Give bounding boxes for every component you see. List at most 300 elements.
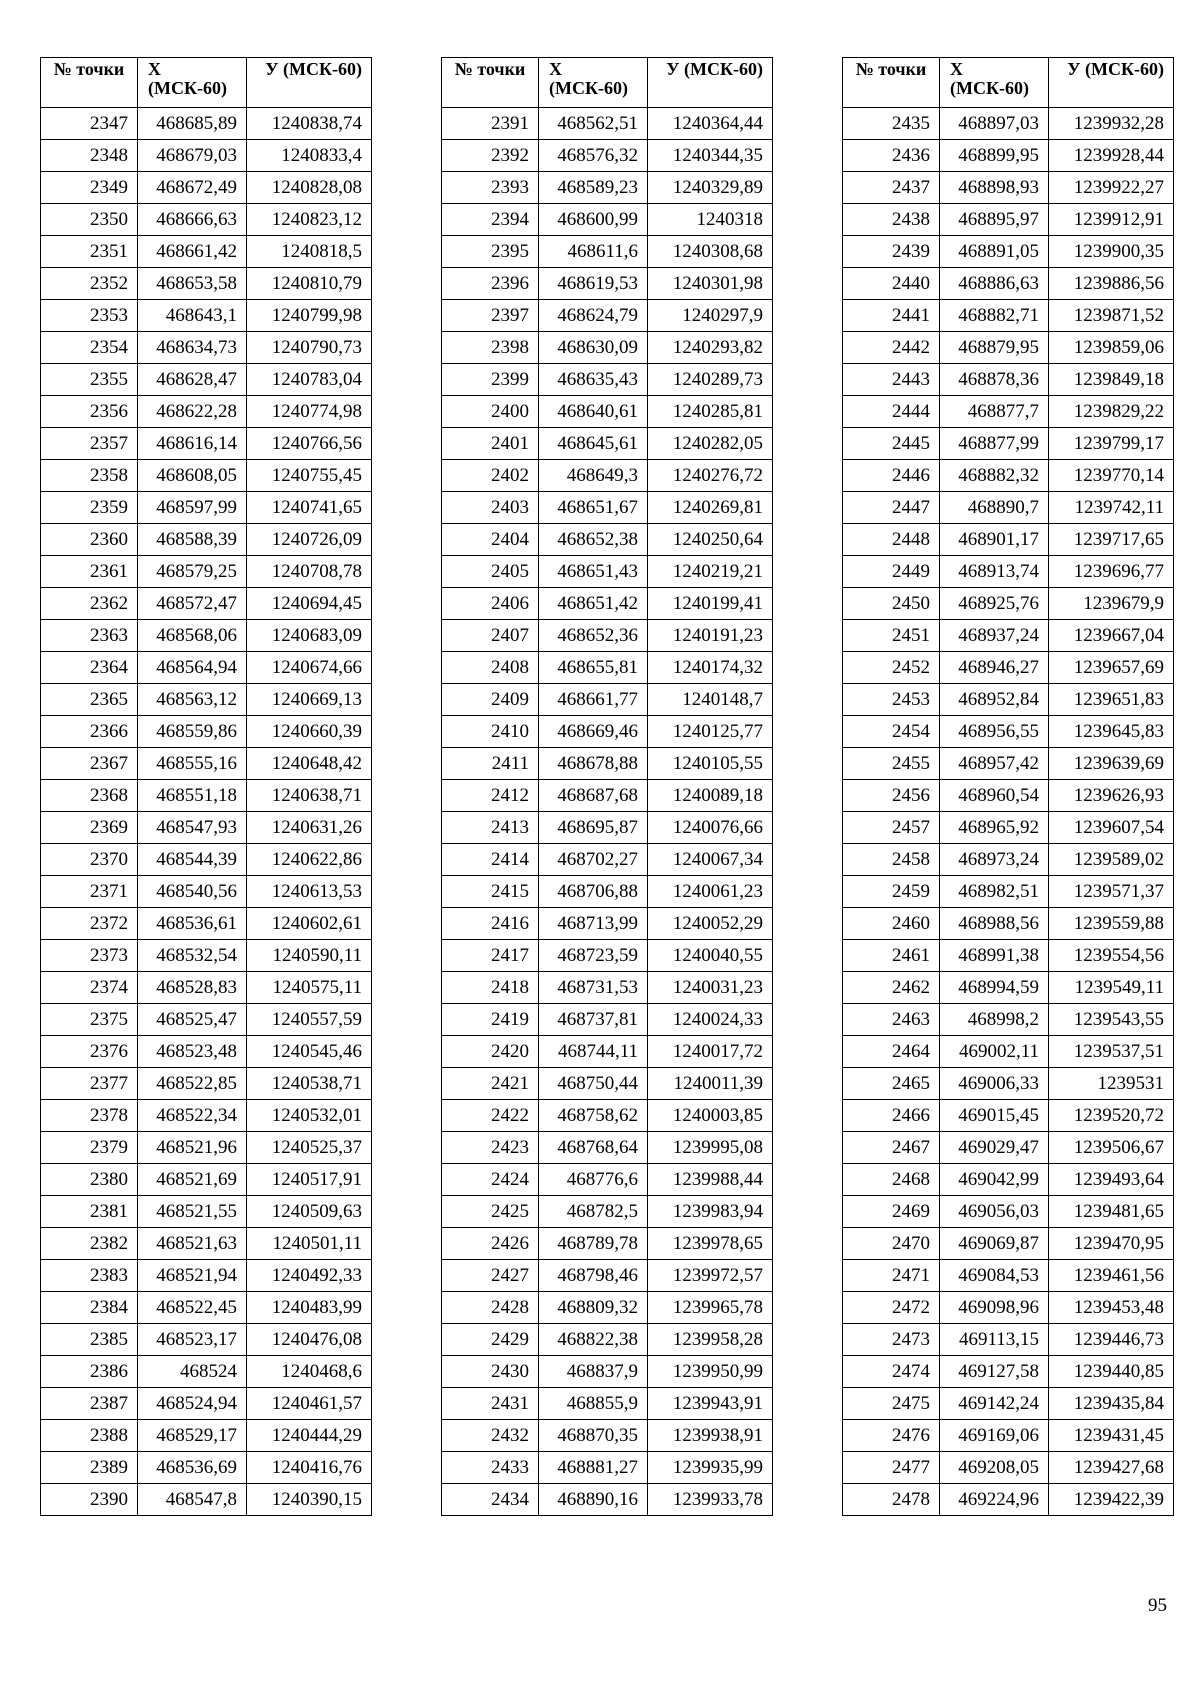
point-number-cell: 2465	[843, 1068, 940, 1100]
point-number-cell: 2441	[843, 300, 940, 332]
x-coordinate-cell: 468890,16	[539, 1484, 648, 1516]
point-number-cell: 2370	[41, 844, 138, 876]
point-number-cell: 2347	[41, 108, 138, 140]
table-row	[442, 1164, 773, 1196]
y-coordinate-cell: 1240694,45	[247, 588, 372, 620]
point-number-cell: 2400	[442, 396, 539, 428]
x-coordinate-cell: 468672,49	[138, 172, 247, 204]
x-coordinate-cell: 468588,39	[138, 524, 247, 556]
table-row	[442, 652, 773, 684]
y-coordinate-cell: 1239871,52	[1049, 300, 1174, 332]
x-coordinate-cell: 468895,97	[940, 204, 1049, 236]
y-coordinate-cell: 1240148,7	[648, 684, 773, 716]
y-coordinate-cell: 1239933,78	[648, 1484, 773, 1516]
y-coordinate-cell: 1239935,99	[648, 1452, 773, 1484]
x-coordinate-cell: 468890,7	[940, 492, 1049, 524]
y-coordinate-cell: 1240011,39	[648, 1068, 773, 1100]
point-number-cell: 2474	[843, 1356, 940, 1388]
point-number-cell: 2437	[843, 172, 940, 204]
point-number-cell: 2445	[843, 428, 940, 460]
y-coordinate-cell: 1239559,88	[1049, 908, 1174, 940]
x-coordinate-cell: 469056,03	[940, 1196, 1049, 1228]
y-coordinate-cell: 1240613,53	[247, 876, 372, 908]
header-row	[41, 58, 372, 108]
point-number-cell: 2353	[41, 300, 138, 332]
table-row	[843, 1164, 1174, 1196]
y-coordinate-cell: 1239531	[1049, 1068, 1174, 1100]
header-y-coordinate: У (МСК-60)	[648, 58, 773, 108]
x-coordinate-cell: 468878,36	[940, 364, 1049, 396]
point-number-cell: 2438	[843, 204, 940, 236]
table-row	[41, 876, 372, 908]
table-row	[442, 1036, 773, 1068]
y-coordinate-cell: 1240741,65	[247, 492, 372, 524]
x-coordinate-cell: 468635,43	[539, 364, 648, 396]
x-coordinate-cell: 468651,42	[539, 588, 648, 620]
point-number-cell: 2363	[41, 620, 138, 652]
table-row	[442, 556, 773, 588]
table-row	[843, 940, 1174, 972]
point-number-cell: 2396	[442, 268, 539, 300]
y-coordinate-cell: 1240492,33	[247, 1260, 372, 1292]
table-row	[843, 620, 1174, 652]
point-number-cell: 2380	[41, 1164, 138, 1196]
table-row	[41, 364, 372, 396]
point-number-cell: 2433	[442, 1452, 539, 1484]
x-coordinate-cell: 468547,8	[138, 1484, 247, 1516]
point-number-cell: 2360	[41, 524, 138, 556]
header-point-number: № точки	[442, 58, 539, 108]
table-row	[843, 716, 1174, 748]
x-coordinate-cell: 468679,03	[138, 140, 247, 172]
y-coordinate-cell: 1240783,04	[247, 364, 372, 396]
y-coordinate-cell: 1239849,18	[1049, 364, 1174, 396]
point-number-cell: 2373	[41, 940, 138, 972]
point-number-cell: 2455	[843, 748, 940, 780]
point-number-cell: 2430	[442, 1356, 539, 1388]
y-coordinate-cell: 1239829,22	[1049, 396, 1174, 428]
table-row	[442, 172, 773, 204]
point-number-cell: 2476	[843, 1420, 940, 1452]
point-number-cell: 2442	[843, 332, 940, 364]
table-row	[843, 1324, 1174, 1356]
table-row	[843, 1484, 1174, 1516]
table-row	[41, 1484, 372, 1516]
y-coordinate-cell: 1240575,11	[247, 972, 372, 1004]
y-coordinate-cell: 1239943,91	[648, 1388, 773, 1420]
point-number-cell: 2418	[442, 972, 539, 1004]
y-coordinate-cell: 1240501,11	[247, 1228, 372, 1260]
y-coordinate-cell: 1240483,99	[247, 1292, 372, 1324]
y-coordinate-cell: 1239717,65	[1049, 524, 1174, 556]
y-coordinate-cell: 1239554,56	[1049, 940, 1174, 972]
point-number-cell: 2414	[442, 844, 539, 876]
table-row	[41, 1228, 372, 1260]
x-coordinate-cell: 468877,99	[940, 428, 1049, 460]
table-row	[442, 524, 773, 556]
x-coordinate-cell: 468937,24	[940, 620, 1049, 652]
point-number-cell: 2375	[41, 1004, 138, 1036]
x-coordinate-cell: 468589,23	[539, 172, 648, 204]
x-coordinate-cell: 468521,69	[138, 1164, 247, 1196]
y-coordinate-cell: 1240285,81	[648, 396, 773, 428]
x-coordinate-cell: 468702,27	[539, 844, 648, 876]
point-number-cell: 2463	[843, 1004, 940, 1036]
point-number-cell: 2389	[41, 1452, 138, 1484]
table-row	[843, 492, 1174, 524]
header-x-coordinate: Х (МСК-60)	[138, 58, 247, 108]
y-coordinate-cell: 1240390,15	[247, 1484, 372, 1516]
x-coordinate-cell: 468653,58	[138, 268, 247, 300]
table-row	[442, 300, 773, 332]
table-row	[41, 588, 372, 620]
y-coordinate-cell: 1240545,46	[247, 1036, 372, 1068]
point-number-cell: 2352	[41, 268, 138, 300]
table-row	[41, 1132, 372, 1164]
x-coordinate-cell: 468744,11	[539, 1036, 648, 1068]
table-row	[843, 332, 1174, 364]
table-body	[41, 108, 372, 1516]
point-number-cell: 2478	[843, 1484, 940, 1516]
x-coordinate-cell: 468619,53	[539, 268, 648, 300]
y-coordinate-cell: 1240790,73	[247, 332, 372, 364]
x-coordinate-cell: 468952,84	[940, 684, 1049, 716]
table-row	[843, 236, 1174, 268]
point-number-cell: 2422	[442, 1100, 539, 1132]
table-row	[442, 1068, 773, 1100]
x-coordinate-cell: 469084,53	[940, 1260, 1049, 1292]
table-row	[442, 940, 773, 972]
point-number-cell: 2419	[442, 1004, 539, 1036]
x-coordinate-cell: 468597,99	[138, 492, 247, 524]
table-row	[41, 396, 372, 428]
table-row	[442, 620, 773, 652]
y-coordinate-cell: 1240024,33	[648, 1004, 773, 1036]
point-number-cell: 2413	[442, 812, 539, 844]
y-coordinate-cell: 1240766,56	[247, 428, 372, 460]
point-number-cell: 2444	[843, 396, 940, 428]
y-coordinate-cell: 1240289,73	[648, 364, 773, 396]
table-row	[41, 204, 372, 236]
y-coordinate-cell: 1240833,4	[247, 140, 372, 172]
table-row	[442, 908, 773, 940]
y-coordinate-cell: 1240532,01	[247, 1100, 372, 1132]
table-row	[41, 300, 372, 332]
x-coordinate-cell: 468822,38	[539, 1324, 648, 1356]
x-coordinate-cell: 468898,93	[940, 172, 1049, 204]
x-coordinate-cell: 469029,47	[940, 1132, 1049, 1164]
table-row	[442, 428, 773, 460]
point-number-cell: 2395	[442, 236, 539, 268]
table-row	[41, 1036, 372, 1068]
table-row	[843, 268, 1174, 300]
x-coordinate-cell: 468991,38	[940, 940, 1049, 972]
table-row	[41, 268, 372, 300]
table-row	[442, 972, 773, 1004]
table-row	[442, 332, 773, 364]
y-coordinate-cell: 1240174,32	[648, 652, 773, 684]
point-number-cell: 2439	[843, 236, 940, 268]
x-coordinate-cell: 468737,81	[539, 1004, 648, 1036]
point-number-cell: 2374	[41, 972, 138, 1004]
table-row	[442, 780, 773, 812]
table-row	[843, 844, 1174, 876]
table-row	[843, 972, 1174, 1004]
point-number-cell: 2390	[41, 1484, 138, 1516]
table-row	[41, 1164, 372, 1196]
table-row	[442, 268, 773, 300]
point-number-cell: 2372	[41, 908, 138, 940]
x-coordinate-cell: 468536,61	[138, 908, 247, 940]
point-number-cell: 2425	[442, 1196, 539, 1228]
y-coordinate-cell: 1240318	[648, 204, 773, 236]
point-number-cell: 2451	[843, 620, 940, 652]
y-coordinate-cell: 1239886,56	[1049, 268, 1174, 300]
y-coordinate-cell: 1239626,93	[1049, 780, 1174, 812]
y-coordinate-cell: 1240250,64	[648, 524, 773, 556]
x-coordinate-cell: 468946,27	[940, 652, 1049, 684]
table-row	[843, 204, 1174, 236]
table-row	[41, 140, 372, 172]
x-coordinate-cell: 468882,71	[940, 300, 1049, 332]
y-coordinate-cell: 1240683,09	[247, 620, 372, 652]
y-coordinate-cell: 1239453,48	[1049, 1292, 1174, 1324]
point-number-cell: 2411	[442, 748, 539, 780]
y-coordinate-cell: 1239607,54	[1049, 812, 1174, 844]
table-row	[843, 588, 1174, 620]
point-number-cell: 2398	[442, 332, 539, 364]
point-number-cell: 2379	[41, 1132, 138, 1164]
x-coordinate-cell: 468634,73	[138, 332, 247, 364]
x-coordinate-cell: 468879,95	[940, 332, 1049, 364]
y-coordinate-cell: 1239543,55	[1049, 1004, 1174, 1036]
y-coordinate-cell: 1240674,66	[247, 652, 372, 684]
point-number-cell: 2394	[442, 204, 539, 236]
x-coordinate-cell: 468576,32	[539, 140, 648, 172]
x-coordinate-cell: 469224,96	[940, 1484, 1049, 1516]
x-coordinate-cell: 468988,56	[940, 908, 1049, 940]
y-coordinate-cell: 1240638,71	[247, 780, 372, 812]
x-coordinate-cell: 468624,79	[539, 300, 648, 332]
x-coordinate-cell: 468544,39	[138, 844, 247, 876]
x-coordinate-cell: 468525,47	[138, 1004, 247, 1036]
y-coordinate-cell: 1240622,86	[247, 844, 372, 876]
coordinates-table-3	[842, 57, 1174, 1516]
x-coordinate-cell: 469098,96	[940, 1292, 1049, 1324]
x-coordinate-cell: 468532,54	[138, 940, 247, 972]
table-row	[843, 812, 1174, 844]
point-number-cell: 2381	[41, 1196, 138, 1228]
point-number-cell: 2385	[41, 1324, 138, 1356]
table-row	[442, 1292, 773, 1324]
table-row	[843, 364, 1174, 396]
y-coordinate-cell: 1239461,56	[1049, 1260, 1174, 1292]
table-row	[843, 1004, 1174, 1036]
point-number-cell: 2384	[41, 1292, 138, 1324]
x-coordinate-cell: 468913,74	[940, 556, 1049, 588]
x-coordinate-cell: 468568,06	[138, 620, 247, 652]
y-coordinate-cell: 1239799,17	[1049, 428, 1174, 460]
point-number-cell: 2407	[442, 620, 539, 652]
table-row	[41, 684, 372, 716]
y-coordinate-cell: 1239481,65	[1049, 1196, 1174, 1228]
table-row	[442, 588, 773, 620]
point-number-cell: 2470	[843, 1228, 940, 1260]
y-coordinate-cell: 1240810,79	[247, 268, 372, 300]
y-coordinate-cell: 1240525,37	[247, 1132, 372, 1164]
y-coordinate-cell: 1239912,91	[1049, 204, 1174, 236]
y-coordinate-cell: 1240308,68	[648, 236, 773, 268]
x-coordinate-cell: 468768,64	[539, 1132, 648, 1164]
table-row	[843, 140, 1174, 172]
x-coordinate-cell: 468870,35	[539, 1420, 648, 1452]
y-coordinate-cell: 1240344,35	[648, 140, 773, 172]
table-row	[843, 1228, 1174, 1260]
point-number-cell: 2416	[442, 908, 539, 940]
table-row	[843, 1292, 1174, 1324]
x-coordinate-cell: 468524,94	[138, 1388, 247, 1420]
point-number-cell: 2460	[843, 908, 940, 940]
x-coordinate-cell: 468579,25	[138, 556, 247, 588]
y-coordinate-cell: 1240444,29	[247, 1420, 372, 1452]
table-row	[41, 108, 372, 140]
x-coordinate-cell: 468956,55	[940, 716, 1049, 748]
y-coordinate-cell: 1240602,61	[247, 908, 372, 940]
y-coordinate-cell: 1240199,41	[648, 588, 773, 620]
point-number-cell: 2426	[442, 1228, 539, 1260]
x-coordinate-cell: 468643,1	[138, 300, 247, 332]
y-coordinate-cell: 1239639,69	[1049, 748, 1174, 780]
x-coordinate-cell: 468528,83	[138, 972, 247, 1004]
point-number-cell: 2408	[442, 652, 539, 684]
point-number-cell: 2401	[442, 428, 539, 460]
table-row	[843, 428, 1174, 460]
x-coordinate-cell: 468925,76	[940, 588, 1049, 620]
y-coordinate-cell: 1239427,68	[1049, 1452, 1174, 1484]
point-number-cell: 2355	[41, 364, 138, 396]
y-coordinate-cell: 1239571,37	[1049, 876, 1174, 908]
table-row	[442, 1228, 773, 1260]
table-row	[843, 1260, 1174, 1292]
y-coordinate-cell: 1240838,74	[247, 108, 372, 140]
x-coordinate-cell: 469127,58	[940, 1356, 1049, 1388]
point-number-cell: 2386	[41, 1356, 138, 1388]
y-coordinate-cell: 1240031,23	[648, 972, 773, 1004]
y-coordinate-cell: 1240726,09	[247, 524, 372, 556]
table-row	[442, 396, 773, 428]
y-coordinate-cell: 1240669,13	[247, 684, 372, 716]
point-number-cell: 2412	[442, 780, 539, 812]
y-coordinate-cell: 1239679,9	[1049, 588, 1174, 620]
table-row	[843, 460, 1174, 492]
x-coordinate-cell: 468685,89	[138, 108, 247, 140]
point-number-cell: 2415	[442, 876, 539, 908]
header-point-number: № точки	[843, 58, 940, 108]
table-row	[843, 908, 1174, 940]
coordinates-table-2	[441, 57, 773, 1516]
x-coordinate-cell: 468628,47	[138, 364, 247, 396]
y-coordinate-cell: 1240125,77	[648, 716, 773, 748]
point-number-cell: 2391	[442, 108, 539, 140]
table-row	[41, 524, 372, 556]
table-row	[442, 1420, 773, 1452]
x-coordinate-cell: 468523,48	[138, 1036, 247, 1068]
table-row	[41, 1260, 372, 1292]
point-number-cell: 2458	[843, 844, 940, 876]
table-row	[843, 108, 1174, 140]
table-row	[442, 716, 773, 748]
table-row	[843, 684, 1174, 716]
point-number-cell: 2351	[41, 236, 138, 268]
y-coordinate-cell: 1240219,21	[648, 556, 773, 588]
table-row	[41, 1068, 372, 1100]
table-row	[41, 620, 372, 652]
table-row	[843, 1132, 1174, 1164]
x-coordinate-cell: 468572,47	[138, 588, 247, 620]
x-coordinate-cell: 468551,18	[138, 780, 247, 812]
table-row	[843, 1388, 1174, 1420]
x-coordinate-cell: 468897,03	[940, 108, 1049, 140]
x-coordinate-cell: 468776,6	[539, 1164, 648, 1196]
x-coordinate-cell: 468521,94	[138, 1260, 247, 1292]
point-number-cell: 2447	[843, 492, 940, 524]
x-coordinate-cell: 468563,12	[138, 684, 247, 716]
y-coordinate-cell: 1239983,94	[648, 1196, 773, 1228]
table-row	[41, 492, 372, 524]
table-body	[442, 108, 773, 1516]
table-row	[843, 876, 1174, 908]
point-number-cell: 2410	[442, 716, 539, 748]
point-number-cell: 2431	[442, 1388, 539, 1420]
table-row	[41, 236, 372, 268]
table-row	[442, 140, 773, 172]
x-coordinate-cell: 468666,63	[138, 204, 247, 236]
x-coordinate-cell: 468622,28	[138, 396, 247, 428]
point-number-cell: 2368	[41, 780, 138, 812]
point-number-cell: 2420	[442, 1036, 539, 1068]
table-row	[843, 556, 1174, 588]
table-row	[41, 1420, 372, 1452]
table-row	[442, 364, 773, 396]
y-coordinate-cell: 1239958,28	[648, 1324, 773, 1356]
table-row	[41, 812, 372, 844]
x-coordinate-cell: 468640,61	[539, 396, 648, 428]
point-number-cell: 2403	[442, 492, 539, 524]
x-coordinate-cell: 468564,94	[138, 652, 247, 684]
table-row	[41, 1388, 372, 1420]
table-row	[843, 1420, 1174, 1452]
point-number-cell: 2436	[843, 140, 940, 172]
point-number-cell: 2452	[843, 652, 940, 684]
table-row	[41, 1100, 372, 1132]
x-coordinate-cell: 468522,34	[138, 1100, 247, 1132]
x-coordinate-cell: 468723,59	[539, 940, 648, 972]
table-row	[442, 1132, 773, 1164]
table-row	[41, 844, 372, 876]
table-row	[41, 780, 372, 812]
y-coordinate-cell: 1239431,45	[1049, 1420, 1174, 1452]
y-coordinate-cell: 1240799,98	[247, 300, 372, 332]
table-row	[442, 1356, 773, 1388]
y-coordinate-cell: 1240660,39	[247, 716, 372, 748]
table-row	[442, 108, 773, 140]
y-coordinate-cell: 1240818,5	[247, 236, 372, 268]
y-coordinate-cell: 1240329,89	[648, 172, 773, 204]
header-row	[442, 58, 773, 108]
y-coordinate-cell: 1239493,64	[1049, 1164, 1174, 1196]
y-coordinate-cell: 1240105,55	[648, 748, 773, 780]
y-coordinate-cell: 1240557,59	[247, 1004, 372, 1036]
